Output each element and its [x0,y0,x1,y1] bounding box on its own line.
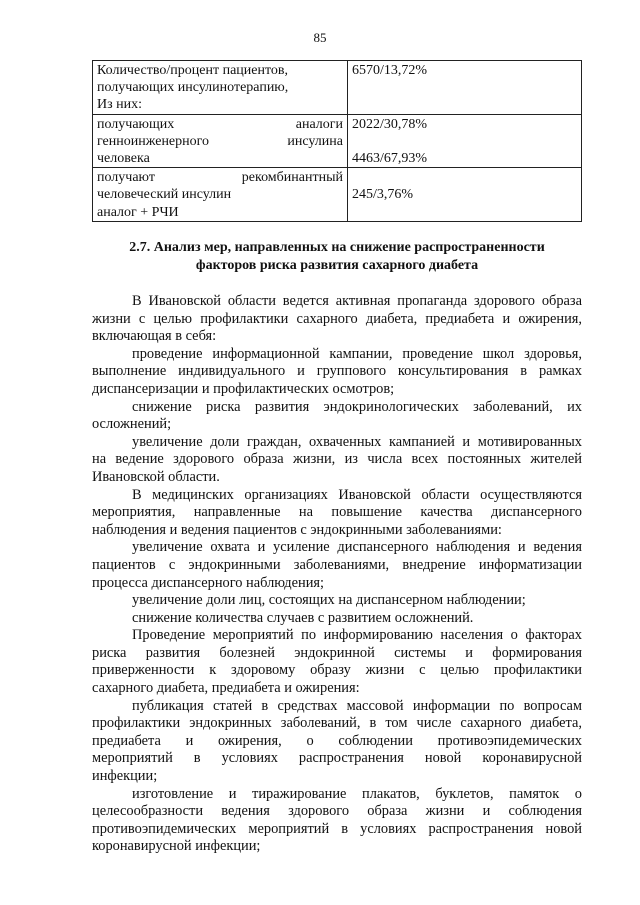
cell-line: получающих аналоги [97,116,343,132]
cell-value [352,169,577,186]
cell-line: генноинженерного инсулина [97,133,343,149]
text-line: коронавирусной инфекции; [92,838,261,855]
text-line: проведение информационной кампании, проведение школ здоровья, [132,345,582,362]
text-line: целесообразности ведения здорового образа жизни и соблюдения [92,803,582,820]
text-line: жизни с целью профилактики сахарного диабета, предиабета и ожирения, [92,310,582,327]
text-line: снижение риска развития эндокринологических заболеваний, их [132,398,582,415]
text-line: снижение количества случаев с развитием осложнений. [132,609,474,626]
cell-value: 2022/30,78% [352,116,428,132]
text-line: Проведение мероприятий по информированию населения о факторах [132,627,582,644]
cell-line: получают рекомбинантный [97,170,343,186]
text-line: наблюдения и ведения пациентов с эндокринными заболеваниями: [92,521,502,538]
text-line: диспансеризации и профилактических осмотров; [92,380,395,397]
table-cell-value [348,114,582,168]
table-cell-label [93,114,348,168]
cell-line: человеческий инсулин [97,187,232,203]
heading-line: факторов риска развития сахарного диабета [195,258,479,273]
table-row [93,61,582,115]
text-line: увеличение доли граждан, охваченных кампанией и мотивированных [132,433,582,450]
statistics-table [92,60,582,222]
cell-line: аналог + РЧИ [97,204,179,220]
table-cell-label [93,168,348,222]
cell-line: Количество/процент пациентов, [97,63,289,78]
cell-value: 245/3,76% [352,187,414,203]
cell-value [352,133,577,150]
body-text [92,293,582,856]
text-line: В Ивановской области ведется активная пропаганда здорового образа [132,293,582,309]
text-line: изготовление и тиражирование плакатов, буклетов, памяток о [132,785,582,802]
text-line: инфекции; [92,768,158,785]
cell-value: 4463/67,93% [352,150,428,166]
text-line: В медицинских организациях Ивановской области осуществляются [132,486,582,503]
cell-line: получающих инсулинотерапию, [97,80,289,96]
text-line: риска развития болезней эндокринной системы и формирования [92,644,582,661]
text-line: на ведение здорового образа жизни, из числа всех постоянных жителей [92,451,582,468]
text-line: выполнение индивидуального и группового консультирования в рамках [92,363,582,380]
text-line: предиабета и ожирения, о соблюдении противоэпидемических [92,732,582,749]
text-line: увеличение доли лиц, состоящих на диспансерном наблюдении; [132,592,526,609]
table-row [93,114,582,168]
text-line: процесса диспансерного наблюдения; [92,574,325,591]
table-cell-value [348,61,582,115]
text-line: увеличение охвата и усиление диспансерного наблюдения и ведения [132,539,582,556]
cell-line: Из них: [97,97,143,113]
cell-value: 6570/13,72% [352,63,428,78]
text-line: Ивановской области. [92,468,220,485]
cell-value [352,204,577,221]
text-line: мероприятий в условиях распространения новой коронавирусной [92,750,582,767]
cell-value [352,96,577,113]
text-line: пациентов с эндокринными заболеваниями, внедрение информатизации [92,556,582,573]
text-line: публикация статей в средствах массовой информации по вопросам [132,697,582,714]
cell-line: человека [97,150,150,166]
cell-value [352,79,577,96]
table-cell-label [93,61,348,115]
text-line: мероприятия, направленные на повышение качества диспансерного [92,504,582,521]
text-line: профилактики эндокринных заболеваний, в том числе сахарного диабета, [92,715,582,732]
text-line: сахарного диабета, предиабета и ожирения: [92,680,360,697]
page-number: 85 [313,30,327,45]
text-line: приверженности к здоровому образу жизни с целью профилактики [92,662,582,679]
table-row [93,168,582,222]
section-heading [92,239,582,275]
table-cell-value [348,168,582,222]
text-line: включающая в себя: [92,328,217,345]
heading-line: 2.7. Анализ мер, направленных на снижение распространенности [129,240,545,255]
text-line: противоэпидемических мероприятий в условиях распространения новой [92,820,582,837]
text-line: осложнений; [92,416,172,433]
